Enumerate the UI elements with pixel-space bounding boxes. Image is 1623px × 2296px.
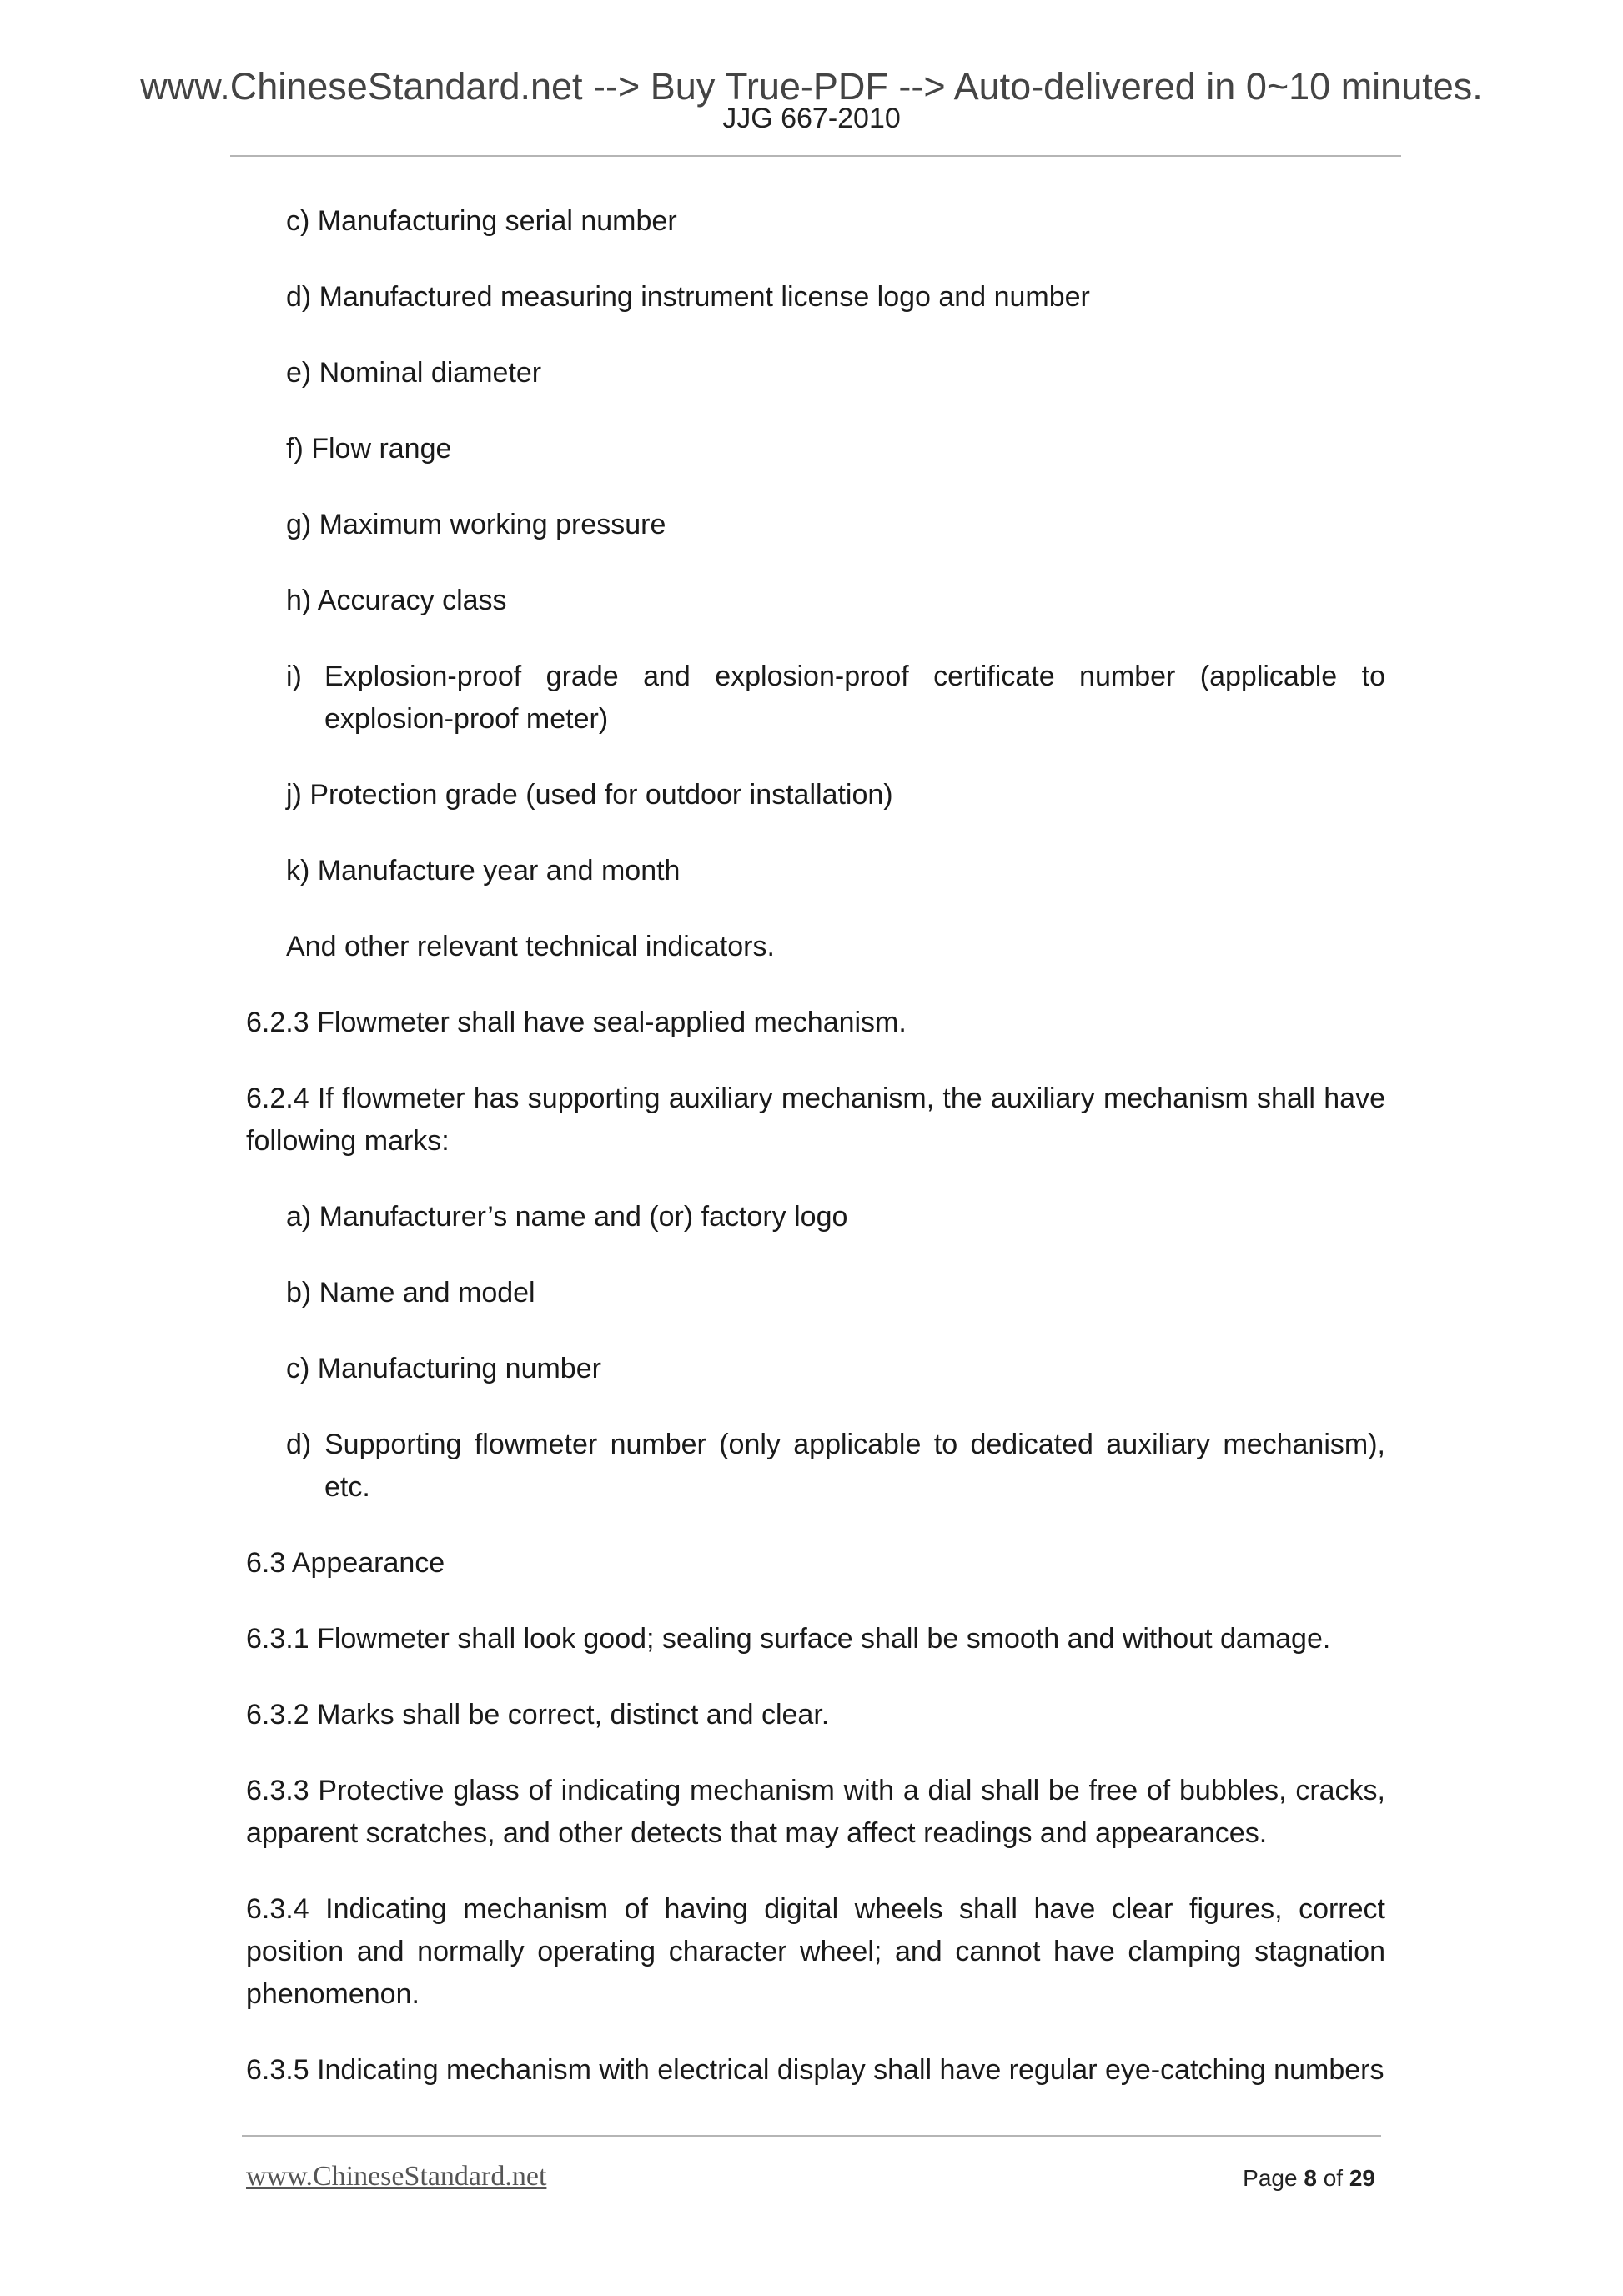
list-item-e: e) Nominal diameter xyxy=(286,357,542,389)
clause-6-3-5: 6.3.5 Indicating mechanism with electrical display shall have regular eye-catching numbers xyxy=(246,2054,1384,2086)
list-item-j: j) Protection grade (used for outdoor installation) xyxy=(286,779,893,811)
document-code: JJG 667-2010 xyxy=(722,103,901,134)
other-indicators-text: And other relevant technical indicators. xyxy=(286,931,775,962)
aux-item-d-label: d) xyxy=(286,1429,312,1460)
page-of: of xyxy=(1323,2165,1344,2191)
aux-item-d-text: Supporting flowmeter number (only applicable to dedicated auxiliary mechanism), etc. xyxy=(324,1429,1385,1503)
header-banner: www.ChineseStandard.net --> Buy True-PDF --> Auto-delivered in 0~10 minutes. xyxy=(140,65,1483,108)
clause-6-2-4: 6.2.4 If flowmeter has supporting auxiliary mechanism, the auxiliary mechanism shall have following marks: xyxy=(246,1083,1385,1157)
page-total: 29 xyxy=(1349,2165,1375,2191)
list-item-f: f) Flow range xyxy=(286,433,452,465)
list-item-d: d) Manufactured measuring instrument license logo and number xyxy=(286,281,1090,313)
clause-6-3-2: 6.3.2 Marks shall be correct, distinct and clear. xyxy=(246,1699,830,1731)
list-item-c: c) Manufacturing serial number xyxy=(286,205,677,237)
header-divider xyxy=(230,155,1401,157)
page-current: 8 xyxy=(1304,2165,1317,2191)
list-item-i-text: Explosion-proof grade and explosion-proof certificate number (applicable to explosion-proof meter) xyxy=(324,661,1385,735)
aux-item-c: c) Manufacturing number xyxy=(286,1353,601,1384)
list-item-h: h) Accuracy class xyxy=(286,585,507,616)
page-content xyxy=(246,200,1385,2125)
list-item-g: g) Maximum working pressure xyxy=(286,509,666,540)
clause-6-2-3: 6.2.3 Flowmeter shall have seal-applied mechanism. xyxy=(246,1007,907,1038)
list-item-k: k) Manufacture year and month xyxy=(286,855,681,887)
aux-item-b: b) Name and model xyxy=(286,1277,535,1309)
footer-site-link[interactable]: www.ChineseStandard.net xyxy=(246,2161,547,2192)
page-prefix: Page xyxy=(1243,2165,1298,2191)
footer-divider xyxy=(242,2135,1381,2137)
section-heading-6-3: 6.3 Appearance xyxy=(246,1547,445,1579)
clause-6-3-1: 6.3.1 Flowmeter shall look good; sealing surface shall be smooth and without damage. xyxy=(246,1623,1331,1655)
clause-6-3-4: 6.3.4 Indicating mechanism of having digital wheels shall have clear figures, correct position and normally operating character wheel; and cannot have clamping stagnation phenomenon. xyxy=(246,1893,1385,2010)
aux-item-d xyxy=(286,1424,1385,1509)
page-indicator xyxy=(1243,2163,1375,2193)
list-item-i-label: i) xyxy=(286,661,302,692)
list-item-i xyxy=(286,656,1385,741)
clause-6-3-3: 6.3.3 Protective glass of indicating mechanism with a dial shall be free of bubbles, cracks, apparent scratches, and other detects that may affect readings and appearances. xyxy=(246,1775,1385,1849)
aux-item-a: a) Manufacturer’s name and (or) factory logo xyxy=(286,1201,848,1233)
